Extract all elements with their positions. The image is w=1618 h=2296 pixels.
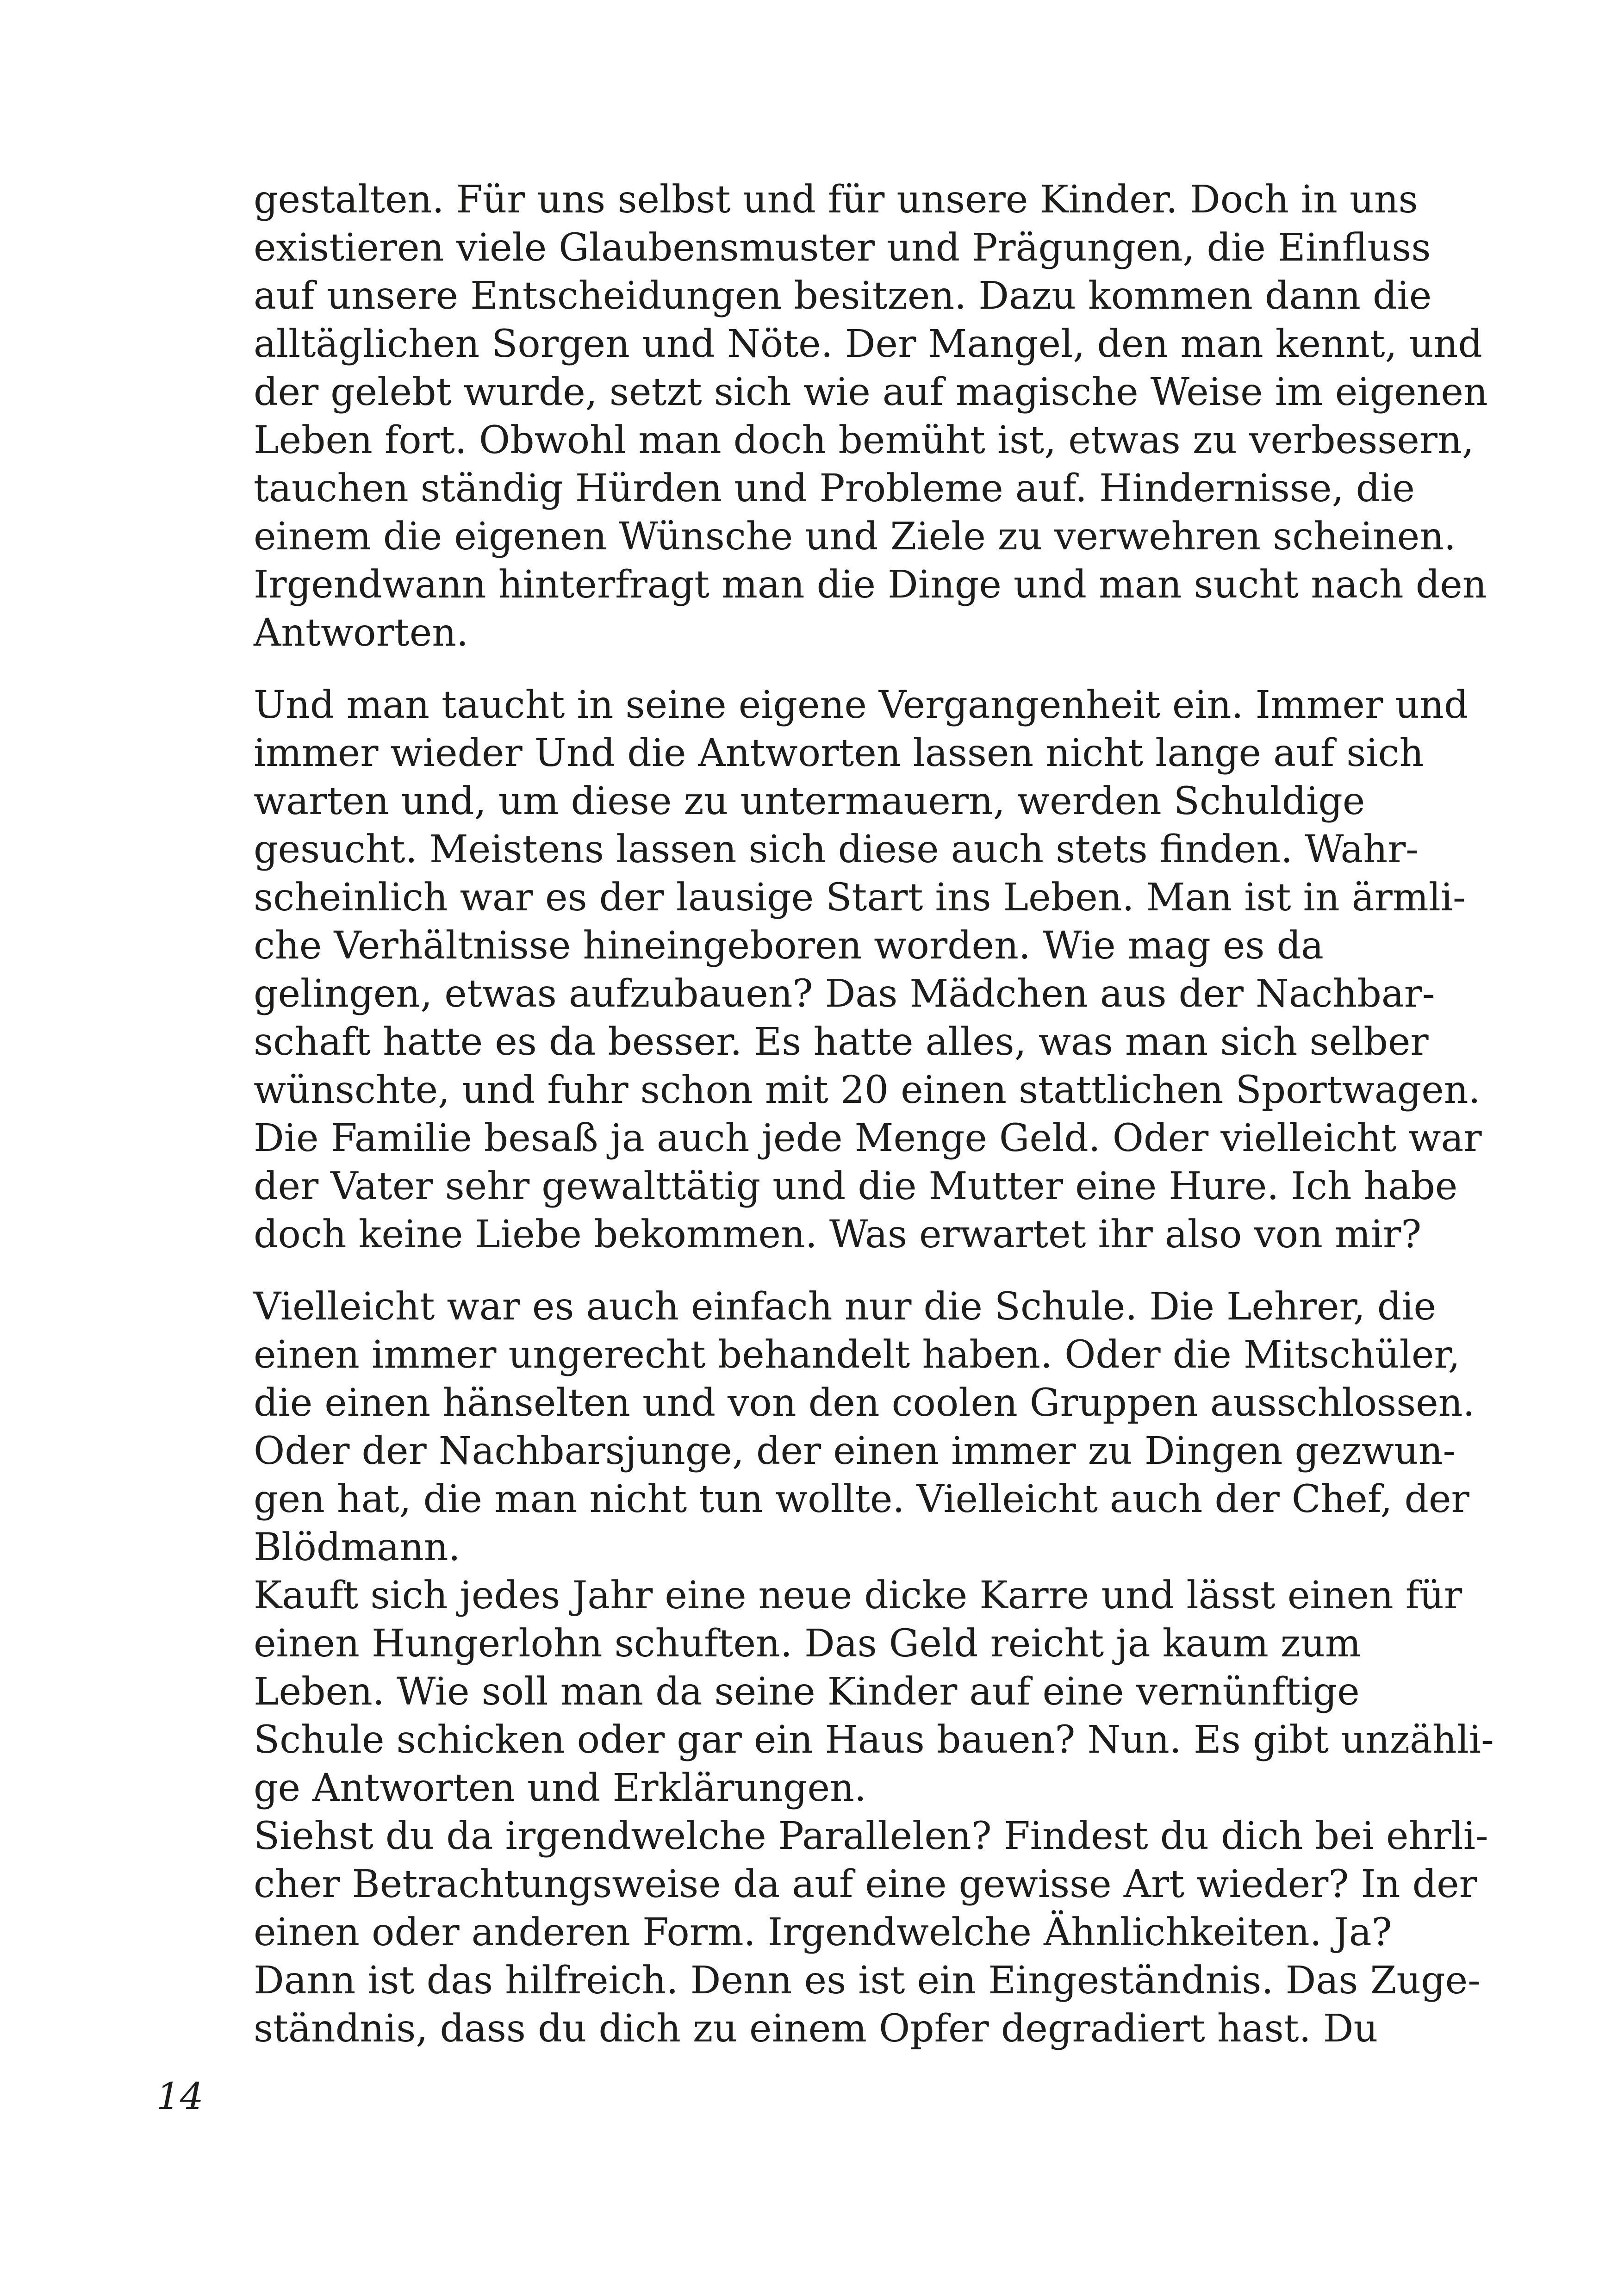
paragraph-2 [254, 681, 1482, 1259]
text-line: der gelebt wurde, setzt sich wie auf magische Weise im eigenen [254, 370, 1488, 414]
text-line: gelingen, etwas aufzubauen? Das Mädchen aus der Nachbar- [254, 972, 1435, 1016]
paragraph-1 [254, 176, 1488, 657]
text-line: cher Betrachtungsweise da auf eine gewisse Art wieder? In der [254, 1862, 1477, 1906]
text-line: Die Familie besaß ja auch jede Menge Geld. Oder vielleicht war [254, 1116, 1482, 1160]
text-line: existieren viele Glaubensmuster und Prägungen, die Einfluss [254, 226, 1431, 270]
text-line: immer wieder Und die Antworten lassen nicht lange auf sich [254, 731, 1424, 775]
text-line: einem die eigenen Wünsche und Ziele zu verwehren scheinen. [254, 515, 1456, 559]
page-number: 14 [156, 2075, 204, 2118]
text-line: Blödmann. [254, 1525, 461, 1569]
text-line: alltäglichen Sorgen und Nöte. Der Mangel, den man kennt, und [254, 322, 1482, 366]
text-line: gestalten. Für uns selbst und für unsere Kinder. Doch in uns [254, 178, 1418, 222]
text-line: schaft hatte es da besser. Es hatte alles, was man sich selber [254, 1020, 1429, 1064]
text-line: ständnis, dass du dich zu einem Opfer degradiert hast. Du [254, 2007, 1378, 2051]
text-line: gesucht. Meistens lassen sich diese auch stets finden. Wahr- [254, 828, 1419, 871]
text-line: einen Hungerlohn schuften. Das Geld reicht ja kaum zum [254, 1622, 1361, 1666]
text-line: einen oder anderen Form. Irgendwelche Ähnlichkeiten. Ja? [254, 1910, 1392, 1954]
text-line: che Verhältnisse hineingeboren worden. Wie mag es da [254, 924, 1324, 968]
text-line: gen hat, die man nicht tun wollte. Vielleicht auch der Chef, der [254, 1477, 1469, 1521]
text-line: tauchen ständig Hürden und Probleme auf. Hindernisse, die [254, 467, 1415, 510]
text-line: Siehst du da irgendwelche Parallelen? Findest du dich bei ehrli- [254, 1814, 1488, 1858]
text-line: ge Antworten und Erklärungen. [254, 1766, 866, 1810]
paragraph-spacer [254, 1259, 1401, 1283]
text-line: scheinlich war es der lausige Start ins Leben. Man ist in ärmli- [254, 876, 1466, 920]
text-line: der Vater sehr gewalttätig und die Mutter eine Hure. Ich habe [254, 1164, 1458, 1208]
text-line: Oder der Nachbarsjunge, der einen immer zu Dingen gezwun- [254, 1429, 1456, 1473]
text-line: Schule schicken oder gar ein Haus bauen? Nun. Es gibt unzähli- [254, 1718, 1494, 1762]
text-line: Und man taucht in seine eigene Vergangenheit ein. Immer und [254, 683, 1469, 727]
text-line: wünschte, und fuhr schon mit 20 einen stattlichen Sportwagen. [254, 1068, 1481, 1112]
text-line: Dann ist das hilfreich. Denn es ist ein Eingeständnis. Das Zuge- [254, 1959, 1481, 2003]
text-line: warten und, um diese zu untermauern, werden Schuldige [254, 779, 1365, 823]
text-line: Irgendwann hinterfragt man die Dinge und man sucht nach den [254, 563, 1487, 607]
text-line: die einen hänselten und von den coolen Gruppen ausschlossen. [254, 1381, 1475, 1425]
paragraph-spacer [254, 657, 1401, 681]
text-line: Leben fort. Obwohl man doch bemüht ist, etwas zu verbessern, [254, 418, 1474, 462]
text-line: auf unsere Entscheidungen besitzen. Dazu kommen dann die [254, 274, 1432, 318]
text-line: Antworten. [254, 611, 469, 655]
text-line: einen immer ungerecht behandelt haben. Oder die Mitschüler, [254, 1333, 1460, 1377]
body-text [254, 176, 1494, 2053]
text-line: Vielleicht war es auch einfach nur die Schule. Die Lehrer, die [254, 1285, 1437, 1329]
text-line: doch keine Liebe bekommen. Was erwartet ihr also von mir? [254, 1213, 1422, 1257]
text-line: Kauft sich jedes Jahr eine neue dicke Karre und lässt einen für [254, 1574, 1462, 1618]
paragraph-3 [254, 1283, 1494, 2053]
text-line: Leben. Wie soll man da seine Kinder auf eine vernünftige [254, 1670, 1360, 1714]
